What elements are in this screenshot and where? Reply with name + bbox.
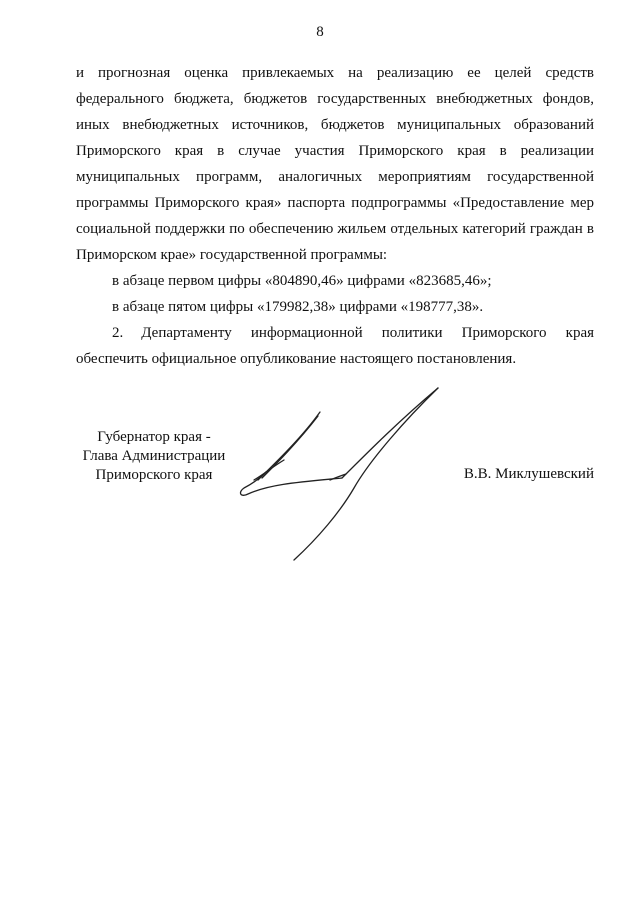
signature-stroke: [254, 460, 284, 480]
signature-stroke: [241, 472, 342, 495]
item-number: 2.: [112, 325, 124, 341]
paragraph-item-2: [76, 320, 594, 372]
document-body: [76, 60, 594, 372]
signatory-title-line: Губернатор края -: [97, 429, 211, 445]
page-number: 8: [316, 24, 324, 40]
handwritten-signature: [230, 380, 450, 565]
signatory-name: В.В. Миклушевский: [463, 466, 594, 482]
item-text: Департаменту информационной политики Приморского края обеспечить официальное опубликование настоящего постановления.: [76, 325, 594, 367]
paragraph-main: и прогнозная оценка привлекаемых на реализацию ее целей средств федерального бюджета, бюджетов государственных внебюджетных фондов, иных внебюджетных источников, бюджетов муниципальных образований Приморского края в случае участия Приморского края в реализации муниципальных программ, аналогичных мероприятиям государственной программы Приморского края» паспорта подпрограммы «Предоставление мер социальной поддержки по обеспечению жильем отдельных категорий граждан в Приморском крае» государственной программы:: [76, 65, 594, 263]
signature-stroke: [258, 412, 320, 480]
signatory-title-line: Глава Администрации: [82, 448, 226, 464]
paragraph-amendment-fifth: в абзаце пятом цифры «179982,38» цифрами «198777,38».: [112, 299, 484, 315]
paragraph-amendment-first: в абзаце первом цифры «804890,46» цифрами «823685,46»;: [112, 273, 492, 289]
signature-stroke: [294, 388, 438, 560]
signatory-title-line: Приморского края: [95, 467, 213, 483]
signatory-title: [74, 428, 234, 485]
